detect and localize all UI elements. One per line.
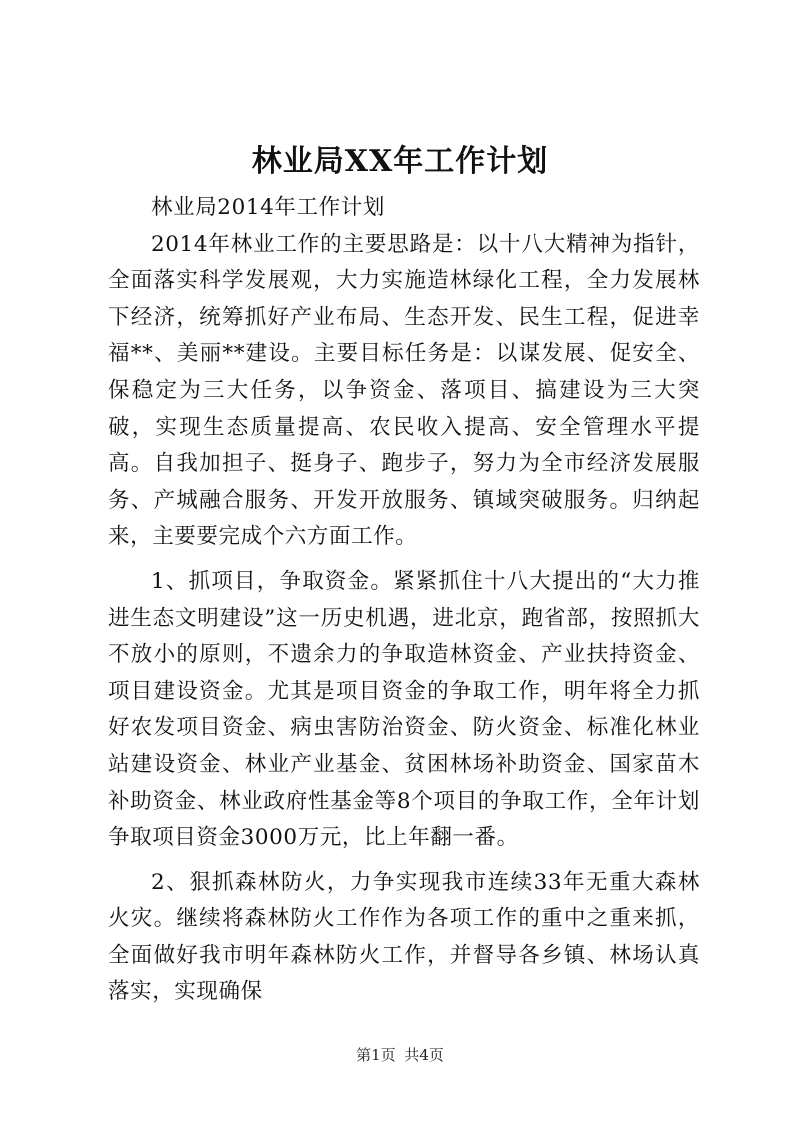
paragraph-item-2: 2、狠抓森林防火，力争实现我市连续33年无重大森林火灾。继续将森林防火工作作为各项工作的重中之重来抓，全面做好我市明年森林防火工作，并督导各乡镇、林场认真落实，实现确保 [108,869,700,1005]
page-number: 第1页 [356,1046,396,1064]
paragraph-main-ideas: 2014年林业工作的主要思路是：以十八大精神为指针，全面落实科学发展观，大力实施造林绿化工程，全力发展林下经济，统筹抓好产业布局、生态开发、民生工程，促进幸福**、美丽**建设。主要目标任务是：以谋发展、促安全、保稳定为三大任务，以争资金、落项目、搞建设为三大突破，实现生态质量提高、农民收入提高、安全管理水平提高。自我加担子、挺身子、跑步子，努力为全市经济发展服务、产城融合服务、开发开放服务、镇域突破服务。归纳起来，主要要完成个六方面工作。 [108,231,700,550]
paragraph-item-1: 1、抓项目，争取资金。紧紧抓住十八大提出的“大力推进生态文明建设”这一历史机遇，进北京，跑省部，按照抓大不放小的原则，不遗余力的争取造林资金、产业扶持资金、项目建设资金。尤其是项目资金的争取工作，明年将全力抓好农发项目资金、病虫害防治资金、防火资金、标准化林业站建设资金、林业产业基金、贫困林场补助资金、国家苗木补助资金、林业政府性基金等8个项目的争取工作，全年计划争取项目资金3000万元，比上年翻一番。 [108,568,700,851]
paragraph-subtitle: 林业局2014年工作计划 [151,195,385,220]
document-body [108,190,700,1011]
page-footer [0,1045,800,1065]
document-title: 林业局XX年工作计划 [251,144,549,179]
page-total: 共4页 [404,1046,444,1064]
